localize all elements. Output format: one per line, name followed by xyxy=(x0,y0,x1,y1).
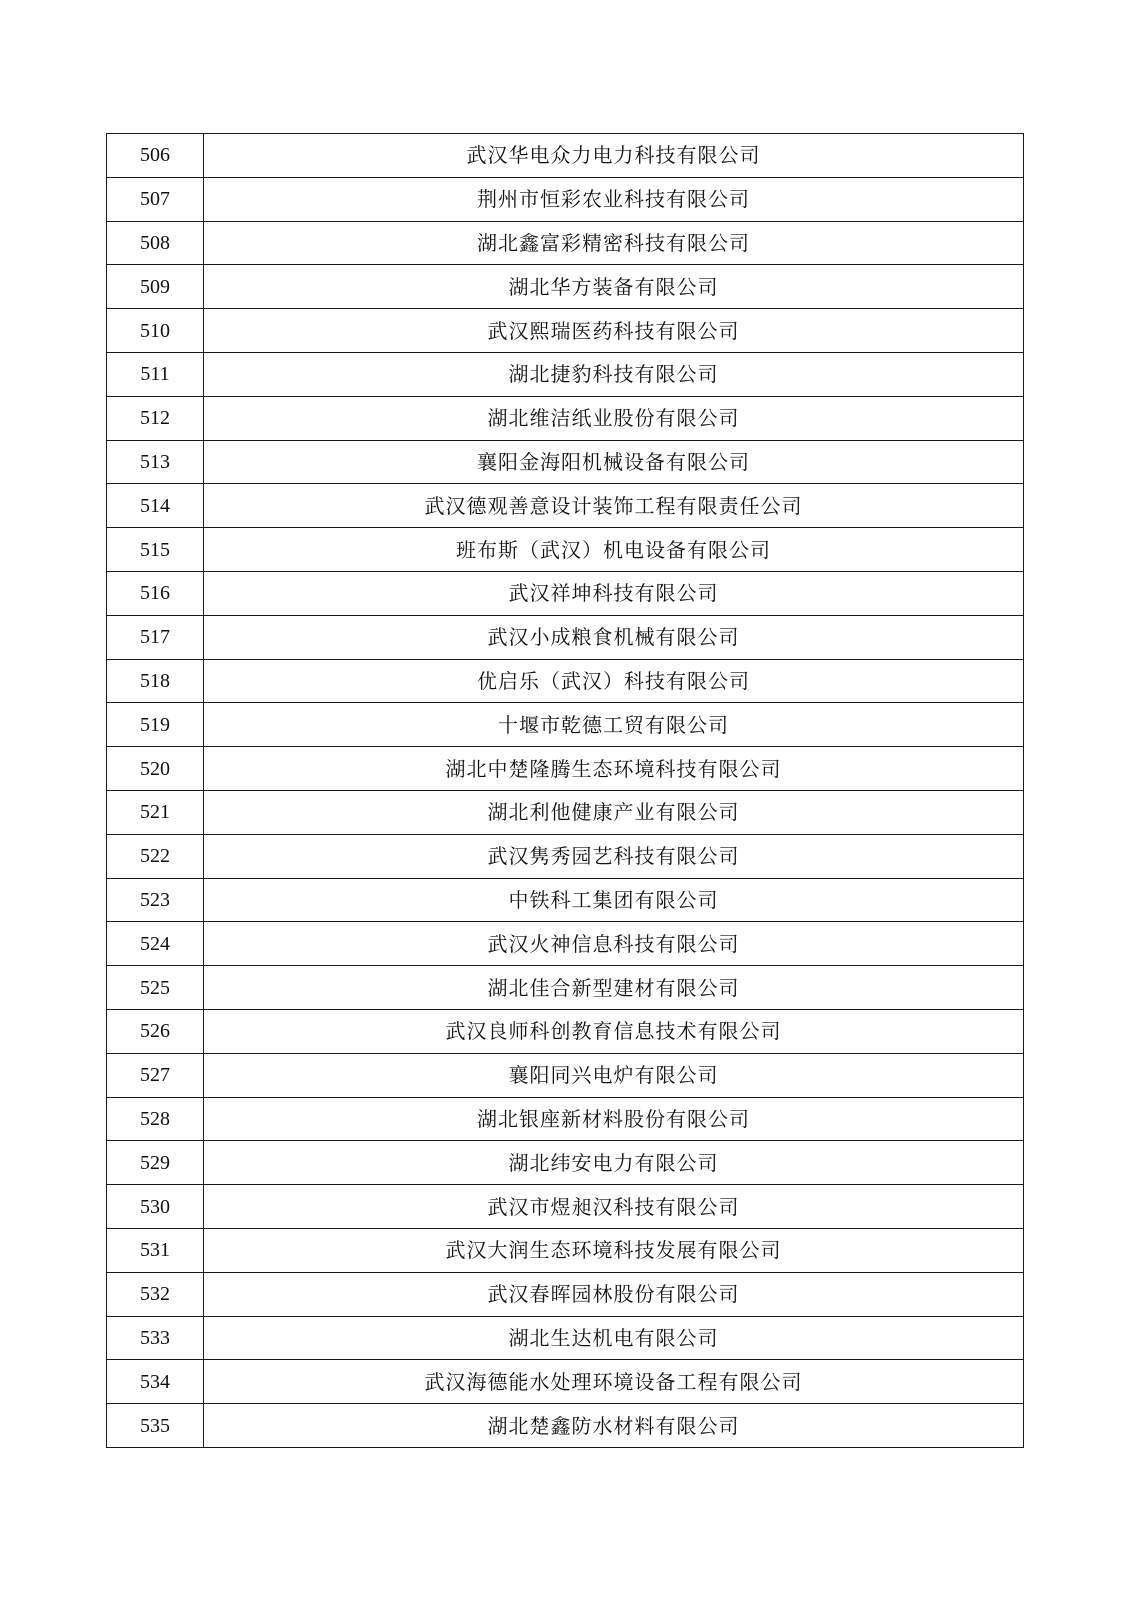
company-name-cell: 武汉火神信息科技有限公司 xyxy=(204,922,1024,966)
company-name-cell: 中铁科工集团有限公司 xyxy=(204,878,1024,922)
company-name-cell: 襄阳金海阳机械设备有限公司 xyxy=(204,440,1024,484)
table-row xyxy=(107,1360,1024,1404)
row-number-cell: 528 xyxy=(107,1097,204,1141)
table-row xyxy=(107,1228,1024,1272)
table-row xyxy=(107,177,1024,221)
row-number-cell: 507 xyxy=(107,177,204,221)
table-row xyxy=(107,1272,1024,1316)
company-name-cell: 武汉春晖园林股份有限公司 xyxy=(204,1272,1024,1316)
company-name-cell: 湖北维洁纸业股份有限公司 xyxy=(204,396,1024,440)
row-number-cell: 531 xyxy=(107,1228,204,1272)
row-number-cell: 519 xyxy=(107,703,204,747)
table-row xyxy=(107,790,1024,834)
table-row xyxy=(107,1097,1024,1141)
company-name-cell: 湖北纬安电力有限公司 xyxy=(204,1141,1024,1185)
company-name-cell: 武汉熙瑞医药科技有限公司 xyxy=(204,309,1024,353)
row-number-cell: 525 xyxy=(107,966,204,1010)
company-name-cell: 湖北利他健康产业有限公司 xyxy=(204,790,1024,834)
company-name-cell: 湖北银座新材料股份有限公司 xyxy=(204,1097,1024,1141)
row-number-cell: 535 xyxy=(107,1404,204,1448)
row-number-cell: 513 xyxy=(107,440,204,484)
row-number-cell: 515 xyxy=(107,528,204,572)
table-row xyxy=(107,1053,1024,1097)
row-number-cell: 529 xyxy=(107,1141,204,1185)
row-number-cell: 530 xyxy=(107,1185,204,1229)
company-name-cell: 武汉华电众力电力科技有限公司 xyxy=(204,134,1024,178)
company-name-cell: 武汉祥坤科技有限公司 xyxy=(204,571,1024,615)
row-number-cell: 524 xyxy=(107,922,204,966)
company-name-cell: 湖北生达机电有限公司 xyxy=(204,1316,1024,1360)
table-row xyxy=(107,1141,1024,1185)
row-number-cell: 514 xyxy=(107,484,204,528)
table-row xyxy=(107,265,1024,309)
row-number-cell: 506 xyxy=(107,134,204,178)
table-row xyxy=(107,484,1024,528)
row-number-cell: 516 xyxy=(107,571,204,615)
table-row xyxy=(107,703,1024,747)
row-number-cell: 509 xyxy=(107,265,204,309)
row-number-cell: 520 xyxy=(107,747,204,791)
table-row xyxy=(107,396,1024,440)
company-name-cell: 武汉小成粮食机械有限公司 xyxy=(204,615,1024,659)
company-list-table xyxy=(106,133,1024,1448)
company-name-cell: 武汉海德能水处理环境设备工程有限公司 xyxy=(204,1360,1024,1404)
row-number-cell: 532 xyxy=(107,1272,204,1316)
table-row xyxy=(107,834,1024,878)
row-number-cell: 523 xyxy=(107,878,204,922)
company-name-cell: 湖北中楚隆腾生态环境科技有限公司 xyxy=(204,747,1024,791)
company-name-cell: 武汉德观善意设计装饰工程有限责任公司 xyxy=(204,484,1024,528)
table-row xyxy=(107,1316,1024,1360)
company-name-cell: 湖北楚鑫防水材料有限公司 xyxy=(204,1404,1024,1448)
company-name-cell: 十堰市乾德工贸有限公司 xyxy=(204,703,1024,747)
row-number-cell: 526 xyxy=(107,1009,204,1053)
company-name-cell: 襄阳同兴电炉有限公司 xyxy=(204,1053,1024,1097)
company-name-cell: 湖北佳合新型建材有限公司 xyxy=(204,966,1024,1010)
table-row xyxy=(107,352,1024,396)
company-name-cell: 武汉良师科创教育信息技术有限公司 xyxy=(204,1009,1024,1053)
table-row xyxy=(107,571,1024,615)
row-number-cell: 533 xyxy=(107,1316,204,1360)
table-row xyxy=(107,922,1024,966)
company-name-cell: 武汉大润生态环境科技发展有限公司 xyxy=(204,1228,1024,1272)
table-row xyxy=(107,615,1024,659)
company-name-cell: 武汉隽秀园艺科技有限公司 xyxy=(204,834,1024,878)
row-number-cell: 534 xyxy=(107,1360,204,1404)
table-row xyxy=(107,221,1024,265)
row-number-cell: 508 xyxy=(107,221,204,265)
table-row xyxy=(107,528,1024,572)
table-row xyxy=(107,1185,1024,1229)
row-number-cell: 511 xyxy=(107,352,204,396)
table-row xyxy=(107,440,1024,484)
company-name-cell: 湖北华方装备有限公司 xyxy=(204,265,1024,309)
table-row xyxy=(107,1009,1024,1053)
company-name-cell: 武汉市煜昶汉科技有限公司 xyxy=(204,1185,1024,1229)
row-number-cell: 518 xyxy=(107,659,204,703)
company-name-cell: 湖北捷豹科技有限公司 xyxy=(204,352,1024,396)
table-row xyxy=(107,134,1024,178)
table-row xyxy=(107,659,1024,703)
table-body xyxy=(107,134,1024,1448)
table-row xyxy=(107,878,1024,922)
row-number-cell: 521 xyxy=(107,790,204,834)
company-name-cell: 湖北鑫富彩精密科技有限公司 xyxy=(204,221,1024,265)
table-row xyxy=(107,1404,1024,1448)
row-number-cell: 512 xyxy=(107,396,204,440)
row-number-cell: 522 xyxy=(107,834,204,878)
row-number-cell: 527 xyxy=(107,1053,204,1097)
table-row xyxy=(107,747,1024,791)
row-number-cell: 517 xyxy=(107,615,204,659)
row-number-cell: 510 xyxy=(107,309,204,353)
table-row xyxy=(107,966,1024,1010)
company-name-cell: 优启乐（武汉）科技有限公司 xyxy=(204,659,1024,703)
table-row xyxy=(107,309,1024,353)
company-name-cell: 荆州市恒彩农业科技有限公司 xyxy=(204,177,1024,221)
company-name-cell: 班布斯（武汉）机电设备有限公司 xyxy=(204,528,1024,572)
